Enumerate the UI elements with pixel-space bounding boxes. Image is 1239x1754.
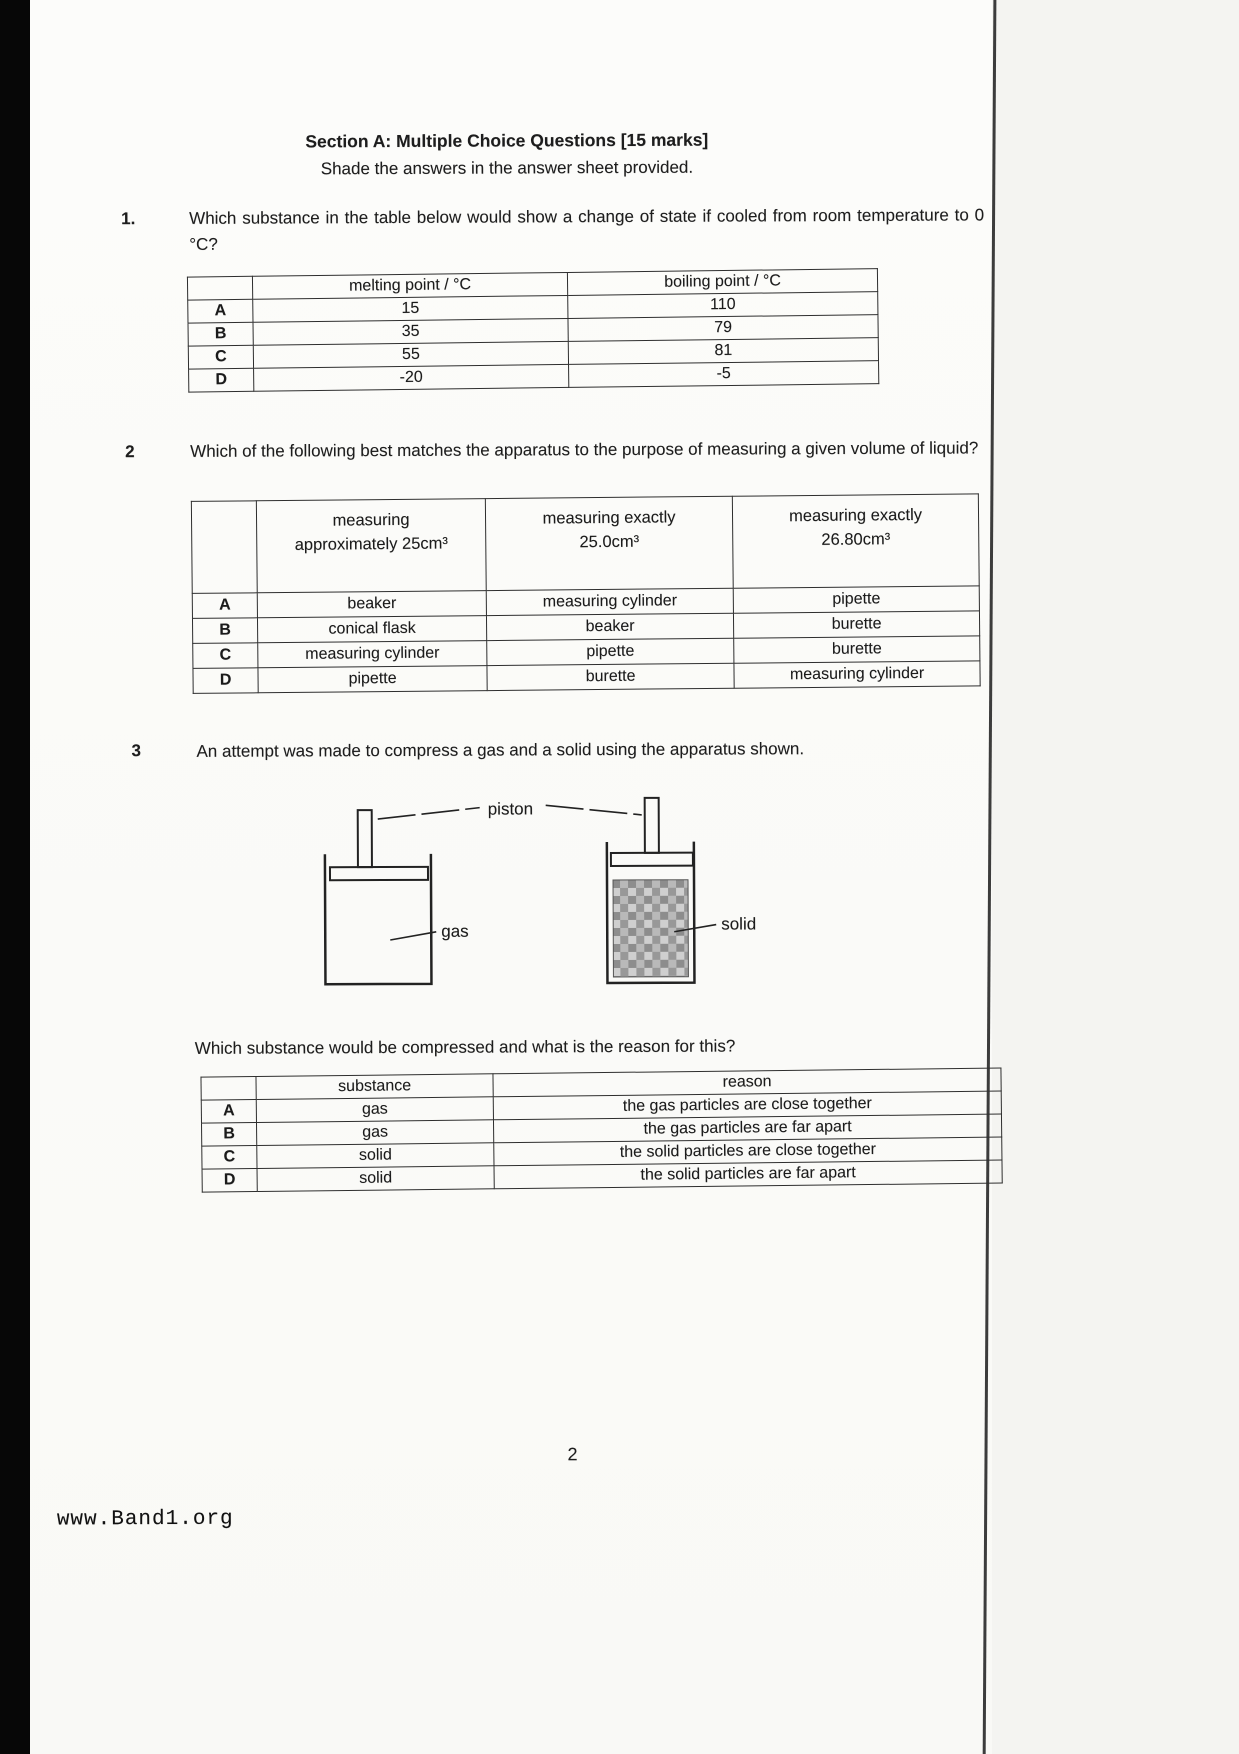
piston-label: piston (487, 799, 534, 819)
header-cell: melting point / °C (252, 272, 567, 299)
header-cell: measuring approximately 25cm³ (256, 499, 486, 593)
option-letter: B (201, 1122, 256, 1146)
question-2-table (191, 493, 981, 694)
cell: -20 (254, 364, 569, 391)
option-letter: C (188, 345, 253, 369)
header-cell: measuring exactly 25.0cm³ (485, 496, 733, 590)
cell: burette (734, 636, 980, 663)
option-letter: C (193, 643, 258, 669)
option-letter: D (202, 1168, 257, 1192)
footer-url: www.Band1.org (56, 1507, 234, 1532)
cell: 35 (253, 318, 568, 345)
cell: pipette (258, 666, 487, 693)
cell: the gas particles are far apart (493, 1114, 1001, 1143)
gas-leader-line (390, 932, 436, 940)
question-3-number: 3 (131, 741, 141, 761)
gas-label: gas (441, 921, 469, 941)
piston-rod (358, 810, 372, 867)
cell: 79 (568, 315, 878, 342)
question-3-subquestion: Which substance would be compressed and what is the reason for this? (194, 1036, 736, 1058)
cell: measuring cylinder (258, 641, 487, 668)
cell: the solid particles are close together (494, 1137, 1002, 1166)
cell: 15 (253, 295, 568, 322)
cell: gas (256, 1120, 493, 1146)
cell: gas (256, 1097, 493, 1123)
question-2-text: Which of the following best matches the apparatus to the purpose of measuring a given volume of liquid? (190, 438, 979, 461)
option-letter: A (201, 1099, 256, 1123)
cell: solid (257, 1143, 494, 1169)
question-1-number: 1. (121, 209, 136, 229)
section-title: Section A: Multiple Choice Questions [15 marks] (305, 129, 709, 152)
question-3-table (200, 1068, 1002, 1193)
gas-container (325, 854, 432, 984)
cell: burette (487, 663, 734, 690)
cell: 55 (253, 341, 568, 368)
header-cell: reason (493, 1068, 1001, 1097)
q3-apparatus-diagram (300, 791, 781, 1011)
question-3-text: An attempt was made to compress a gas and a solid using the apparatus shown. (196, 739, 805, 761)
option-letter: D (189, 368, 254, 392)
option-letter: B (188, 322, 253, 346)
header-cell (187, 276, 252, 300)
header-cell: measuring exactly 26.80cm³ (732, 494, 979, 588)
cell: measuring cylinder (734, 661, 980, 688)
cell: beaker (486, 613, 733, 640)
piston-leader-line-left (378, 808, 480, 819)
piston-leader-line-right (546, 805, 642, 815)
option-letter: A (188, 299, 253, 323)
question-1-table (187, 268, 879, 392)
solid-block (613, 880, 688, 977)
cell: burette (733, 611, 979, 638)
cell: the gas particles are close together (493, 1091, 1001, 1120)
header-cell (201, 1076, 256, 1100)
cell: solid (257, 1166, 494, 1192)
piston-plate (611, 853, 693, 866)
cell: pipette (733, 586, 979, 613)
header-cell: boiling point / °C (567, 269, 877, 296)
option-letter: D (193, 668, 258, 694)
gas-apparatus (325, 810, 432, 984)
cell: -5 (569, 361, 879, 388)
section-subtitle: Shade the answers in the answer sheet provided. (320, 157, 694, 179)
option-letter: A (192, 593, 257, 619)
cell: beaker (257, 591, 486, 618)
header-row (191, 494, 979, 594)
cell: 110 (568, 292, 878, 319)
cell: conical flask (257, 616, 486, 643)
question-1-text: Which substance in the table below would show a change of state if cooled from room temperature to 0 °C? (189, 205, 985, 255)
solid-apparatus (607, 798, 695, 983)
piston-plate (330, 867, 428, 880)
option-letter: C (202, 1145, 257, 1169)
solid-label: solid (721, 914, 757, 934)
header-cell: substance (256, 1074, 493, 1100)
cell: the solid particles are far apart (494, 1160, 1002, 1189)
page-number: 2 (567, 1444, 578, 1465)
cell: 81 (568, 338, 878, 365)
cell: measuring cylinder (486, 588, 733, 615)
piston-rod (645, 798, 659, 853)
question-2-number: 2 (125, 442, 135, 462)
option-letter: B (192, 618, 257, 644)
header-cell (191, 501, 257, 594)
cell: pipette (487, 638, 734, 665)
